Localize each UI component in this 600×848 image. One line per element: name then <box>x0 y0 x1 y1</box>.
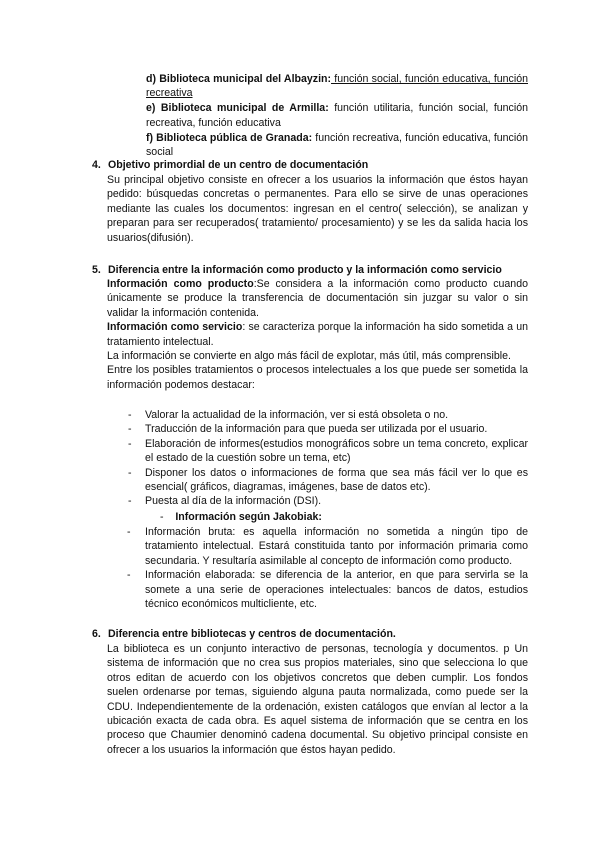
dash-marker: - <box>128 495 132 508</box>
list-item <box>107 408 528 422</box>
item-text: función utilitaria, función social, función recreativa, función educativa <box>146 102 528 129</box>
list-item <box>107 568 528 611</box>
section-5-heading <box>92 263 537 277</box>
dash-marker: - <box>128 409 132 421</box>
subheading: Información según Jakobiak: <box>175 511 322 523</box>
item-text: Puesta al día de la información (DSI). <box>145 495 322 508</box>
list-item <box>146 101 528 130</box>
term-label: Información como servicio <box>107 321 243 334</box>
dash-marker: - <box>128 437 132 450</box>
paragraph-producto <box>107 277 528 320</box>
section-4-heading <box>92 158 537 172</box>
section-number: 6. <box>92 628 101 640</box>
dash-marker: - <box>160 511 164 523</box>
section-number: 5. <box>92 264 101 276</box>
paragraph: La biblioteca es un conjunto interactivo de personas, tecnología y documentos. p Un sistema de información que no crea sus propios materiales, sino que selecciona lo que otros editan de acuerdo con los objetivos concretos que deben cumplir. Los fondos suelen ordenarse por temas, siguiendo alguna pauta normalizada, como puede ser la CDU. Independientemente de la ordenación, existen catálogos que envían al lector a la ubicación exacta de cada obra. Es aquel sistema de información que se centra en los proceso que Chaumier denominó cadena documental. Su objetivo principal consiste en ofrecer a los usuarios la información que éstos hayan pedido. <box>107 643 528 756</box>
list-item <box>107 525 528 568</box>
paragraph: Entre los posibles tratamientos o procesos intelectuales a los que puede ser sometida la información podemos destacar: <box>107 364 528 391</box>
section-title: Objetivo primordial de un centro de documentación <box>108 159 369 171</box>
section-title: Diferencia entre bibliotecas y centros de documentación. <box>108 628 396 640</box>
paragraph-servicio <box>107 320 528 349</box>
dash-marker: - <box>128 466 132 479</box>
term-definition: : se caracteriza porque la información ha sido sometida a un tratamiento intelectual. <box>107 321 529 348</box>
list-item <box>107 494 528 508</box>
section-6-body <box>107 642 528 757</box>
item-text: Valorar la actualidad de la información, ver si está obsoleta o no. <box>145 409 449 421</box>
item-text: Elaboración de informes(estudios monográficos sobre un tema concreto, explicar el estado de la cuestión sobre un tema, etc) <box>145 437 528 465</box>
list-item <box>107 422 528 436</box>
section-6-heading <box>92 627 537 641</box>
item-text: función recreativa, función educativa, función social <box>146 131 528 159</box>
list-item <box>146 72 528 101</box>
item-text: Traducción de la información para que pueda ser utilizada por el usuario. <box>145 423 488 436</box>
tratamientos-list <box>107 408 528 509</box>
section-number: 4. <box>92 159 101 171</box>
list-item <box>107 437 528 466</box>
term-definition: :Se considera a la información como producto cuando únicamente se produce la transferencia de documentación sin juzgar su valor o sin validar la información contenida. <box>107 278 528 319</box>
list-item <box>107 466 528 495</box>
jakobiak-list <box>107 525 528 611</box>
jakobiak-heading <box>160 510 520 524</box>
section-5-body <box>107 277 528 392</box>
item-label: d) Biblioteca municipal del Albayzin: <box>146 73 332 85</box>
item-text: función social, función educativa, función recreativa <box>146 73 528 100</box>
list-item <box>146 131 528 160</box>
dash-marker: - <box>128 423 132 436</box>
item-label: f) Biblioteca pública de Granada: <box>146 131 313 144</box>
paragraph: La información se convierte en algo más fácil de explotar, más útil, más comprensible. <box>107 350 511 363</box>
item-text: Información bruta: es aquella información no sometida a ningún tipo de tratamiento intelectual. Estará constituida tanto por información primaria como secundaria. Y resultaría asimilable al concepto de información como producto. <box>145 526 528 567</box>
paragraph: Su principal objetivo consiste en ofrecer a los usuarios la información que éstos hayan pedido: búsquedas concretas o permanentes. Para ello se sirve de unas operaciones mediante las cuales los documentos: ingresan en el centro( selección), se analizan y preparan para ser recuperados( tratamiento/ procesamiento) y se les da salida hacia los usuarios(difusión). <box>107 174 528 244</box>
item-text: Disponer los datos o informaciones de forma que sea más fácil ver lo que es esencial( gráficos, diagramas, imágenes, base de datos etc). <box>145 466 528 494</box>
section-title: Diferencia entre la información como producto y la información como servicio <box>108 264 502 276</box>
item-text: Información elaborada: se diferencia de la anterior, en que para servirla se la somete a una serie de operaciones intelectuales: bancos de datos, estudios técnico económicos multicliente, etc. <box>145 569 528 611</box>
dash-marker: - <box>127 526 131 538</box>
section-4-body <box>107 173 528 245</box>
library-functions-list <box>146 72 528 159</box>
dash-marker: - <box>127 569 131 582</box>
term-label: Información como producto <box>107 278 254 290</box>
item-label: e) Biblioteca municipal de Armilla: <box>146 102 329 115</box>
